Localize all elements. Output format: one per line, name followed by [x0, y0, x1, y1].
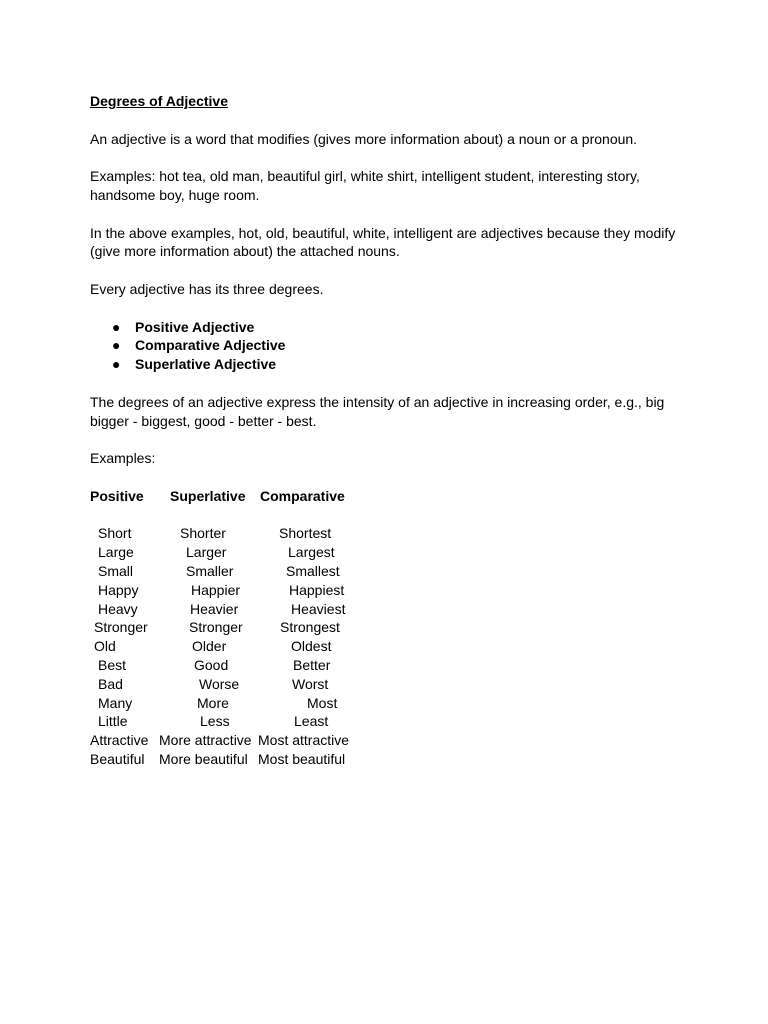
cell-positive: Bad [98, 675, 123, 692]
explanation-paragraph-line-1: In the above examples, hot, old, beautiful, white, intelligent are adjectives because they modify [90, 224, 676, 241]
table-row [90, 712, 390, 731]
cell-comparative: Most [307, 694, 338, 711]
table-header-row [90, 487, 390, 506]
table-row [90, 581, 390, 600]
cell-positive: Heavy [98, 600, 138, 617]
table-row [90, 731, 390, 750]
cell-positive: Attractive [90, 732, 149, 749]
table-row [90, 675, 390, 694]
bullet-icon: ● [112, 356, 121, 373]
examples-paragraph-line-1: Examples: hot tea, old man, beautiful girl, white shirt, intelligent student, interesting story, [90, 168, 640, 185]
cell-superlative: Stronger [189, 619, 243, 636]
degree-label: Superlative Adjective [135, 356, 277, 373]
cell-superlative: Happier [191, 581, 241, 598]
header-positive: Positive [90, 487, 144, 504]
table-row [90, 637, 390, 656]
degree-label: Comparative Adjective [135, 337, 286, 354]
cell-superlative: Worse [199, 675, 240, 692]
cell-positive: Stronger [94, 619, 148, 636]
list-item [90, 318, 680, 337]
intensity-paragraph-line-1: The degrees of an adjective express the intensity of an adjective in increasing order, e.g., big [90, 393, 665, 410]
cell-comparative: Happiest [289, 581, 345, 598]
header-superlative: Superlative [170, 487, 246, 504]
cell-comparative: Shortest [279, 525, 332, 542]
list-item [90, 336, 680, 355]
cell-positive: Beautiful [90, 750, 145, 767]
cell-positive: Small [98, 562, 134, 579]
cell-positive: Best [98, 656, 127, 673]
cell-superlative: More attractive [159, 732, 252, 749]
cell-positive: Old [94, 638, 116, 655]
intro-paragraph: An adjective is a word that modifies (gives more information about) a noun or a pronoun. [90, 130, 638, 147]
cell-superlative: Heavier [190, 600, 239, 617]
examples-label: Examples: [90, 450, 156, 467]
table-row [90, 562, 390, 581]
document-title: Degrees of Adjective [90, 93, 228, 109]
degree-label: Positive Adjective [135, 318, 255, 335]
cell-comparative: Strongest [280, 619, 340, 636]
table-row [90, 618, 390, 637]
explanation-paragraph-line-2: (give more information about) the attached nouns. [90, 243, 400, 260]
cell-comparative: Heaviest [291, 600, 346, 617]
intensity-paragraph-line-2: bigger - biggest, good - better - best. [90, 412, 317, 429]
cell-positive: Many [98, 694, 133, 711]
cell-comparative: Worst [292, 675, 329, 692]
table-row [90, 543, 390, 562]
cell-comparative: Largest [288, 544, 335, 561]
bullet-icon: ● [112, 318, 121, 335]
cell-superlative: More [197, 694, 229, 711]
list-item [90, 355, 680, 374]
cell-superlative: Larger [186, 544, 227, 561]
bullet-icon: ● [112, 337, 121, 354]
cell-comparative: Most beautiful [258, 750, 346, 767]
cell-superlative: Shorter [180, 525, 226, 542]
cell-comparative: Most attractive [258, 732, 350, 749]
adjective-table [90, 487, 390, 769]
cell-positive: Large [98, 544, 134, 561]
table-row [90, 750, 390, 769]
cell-positive: Little [98, 713, 128, 730]
table-rows [90, 524, 390, 768]
cell-superlative: Less [200, 713, 230, 730]
cell-comparative: Oldest [291, 638, 332, 655]
three-degrees-paragraph: Every adjective has its three degrees. [90, 280, 324, 297]
cell-superlative: Good [194, 656, 229, 673]
cell-positive: Short [98, 525, 132, 542]
cell-comparative: Better [293, 656, 331, 673]
header-comparative: Comparative [260, 487, 345, 504]
document-body [90, 92, 680, 769]
cell-superlative: Smaller [186, 562, 234, 579]
cell-superlative: More beautiful [159, 750, 248, 767]
table-row [90, 656, 390, 675]
cell-positive: Happy [98, 581, 139, 598]
cell-superlative: Older [192, 638, 227, 655]
examples-paragraph-line-2: handsome boy, huge room. [90, 186, 260, 203]
cell-comparative: Least [294, 713, 329, 730]
degrees-list [90, 318, 680, 374]
table-row [90, 694, 390, 713]
table-row [90, 600, 390, 619]
table-row [90, 524, 390, 543]
cell-comparative: Smallest [286, 562, 340, 579]
